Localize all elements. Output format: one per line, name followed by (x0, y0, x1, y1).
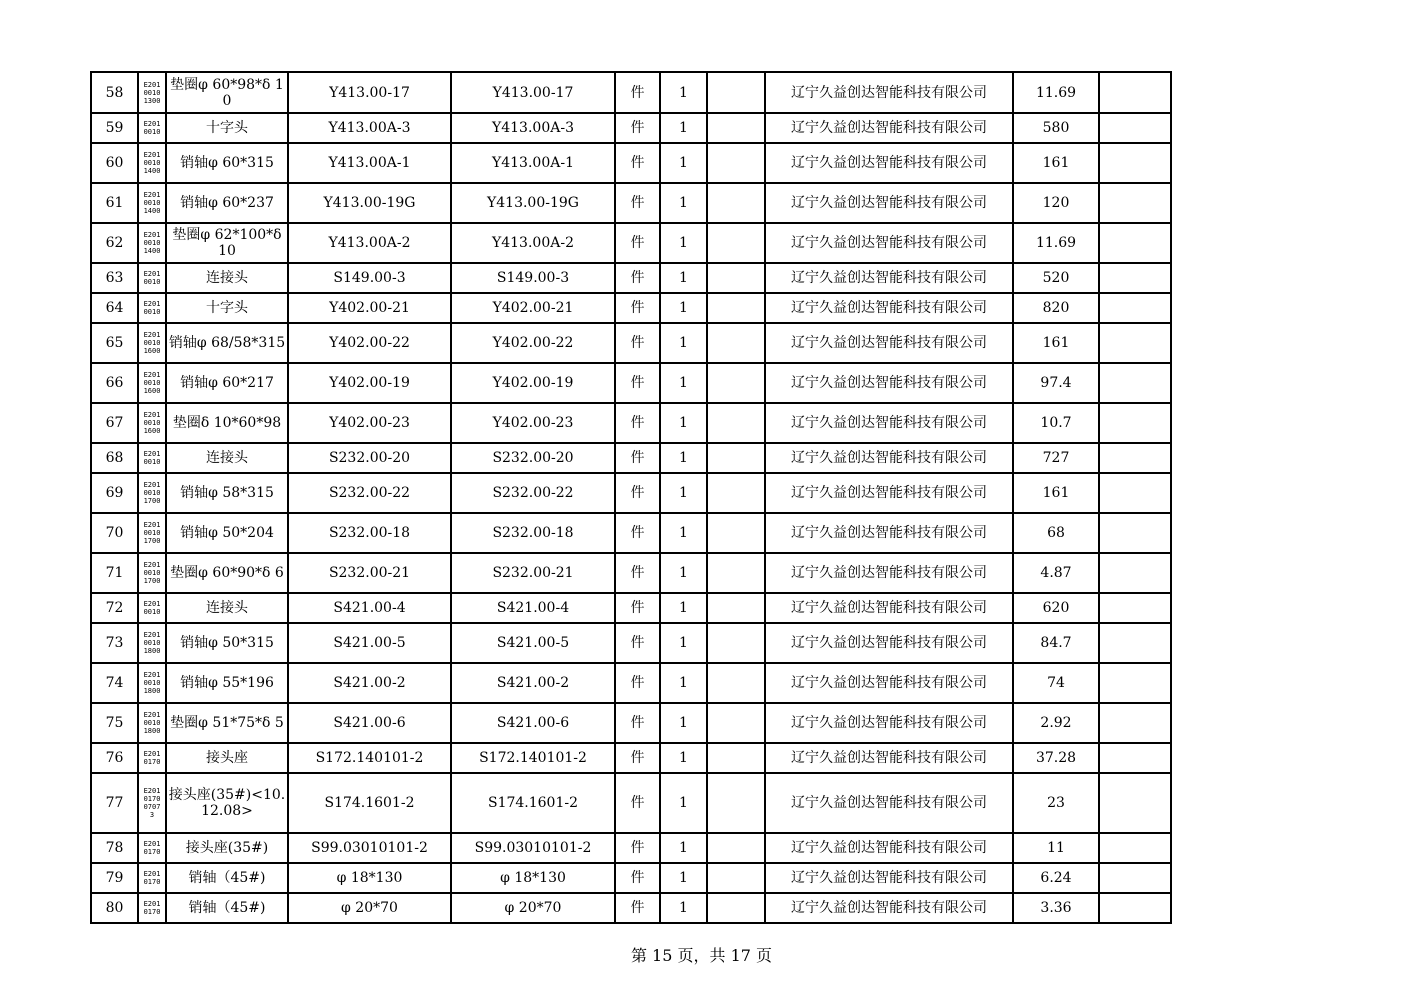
unit-price-cell: 727 (1013, 443, 1099, 473)
extra-cell-cell (1099, 263, 1171, 293)
drawing-number-cell: S232.00-22 (451, 473, 615, 513)
row-number-cell: 72 (91, 593, 138, 623)
supplier-cell: 辽宁久益创达智能科技有限公司 (765, 833, 1013, 863)
extra-cell-cell (1099, 363, 1171, 403)
part-code-cell: E201 0010 1700 (138, 473, 166, 513)
part-name-cell: 销轴φ 50*204 (166, 513, 288, 553)
extra-cell-cell (1099, 663, 1171, 703)
remark-cell (707, 773, 765, 833)
unit-price-cell: 11 (1013, 833, 1099, 863)
drawing-number-cell: S172.140101-2 (451, 743, 615, 773)
extra-cell-cell (1099, 293, 1171, 323)
part-name-cell: 垫圈δ 10*60*98 (166, 403, 288, 443)
unit-cell: 件 (615, 403, 660, 443)
spec-number-cell: S421.00-5 (288, 623, 451, 663)
unit-cell: 件 (615, 743, 660, 773)
table-row (91, 743, 1171, 773)
row-number-cell: 60 (91, 143, 138, 183)
unit-cell: 件 (615, 593, 660, 623)
supplier-cell: 辽宁久益创达智能科技有限公司 (765, 743, 1013, 773)
quantity-cell: 1 (660, 72, 707, 113)
unit-price-cell: 11.69 (1013, 223, 1099, 263)
quantity-cell: 1 (660, 293, 707, 323)
unit-price-cell: 68 (1013, 513, 1099, 553)
part-code-cell: E201 0010 (138, 113, 166, 143)
part-code-cell: E201 0010 1300 (138, 72, 166, 113)
quantity-cell: 1 (660, 743, 707, 773)
supplier-cell: 辽宁久益创达智能科技有限公司 (765, 593, 1013, 623)
unit-cell: 件 (615, 553, 660, 593)
quantity-cell: 1 (660, 553, 707, 593)
spec-number-cell: S421.00-4 (288, 593, 451, 623)
extra-cell-cell (1099, 773, 1171, 833)
part-name-cell: 销轴φ 55*196 (166, 663, 288, 703)
part-name-cell: 销轴φ 50*315 (166, 623, 288, 663)
quantity-cell: 1 (660, 113, 707, 143)
supplier-cell: 辽宁久益创达智能科技有限公司 (765, 113, 1013, 143)
unit-price-cell: 580 (1013, 113, 1099, 143)
unit-cell: 件 (615, 473, 660, 513)
extra-cell-cell (1099, 513, 1171, 553)
table-row (91, 773, 1171, 833)
row-number-cell: 73 (91, 623, 138, 663)
drawing-number-cell: Y402.00-19 (451, 363, 615, 403)
extra-cell-cell (1099, 113, 1171, 143)
unit-cell: 件 (615, 263, 660, 293)
table-row (91, 473, 1171, 513)
extra-cell-cell (1099, 863, 1171, 893)
remark-cell (707, 113, 765, 143)
spec-number-cell: S421.00-2 (288, 663, 451, 703)
quantity-cell: 1 (660, 323, 707, 363)
remark-cell (707, 593, 765, 623)
row-number-cell: 64 (91, 293, 138, 323)
table-row (91, 593, 1171, 623)
unit-price-cell: 4.87 (1013, 553, 1099, 593)
table-row (91, 323, 1171, 363)
drawing-number-cell: S174.1601-2 (451, 773, 615, 833)
unit-cell: 件 (615, 773, 660, 833)
spec-number-cell: Y413.00A-3 (288, 113, 451, 143)
supplier-cell: 辽宁久益创达智能科技有限公司 (765, 553, 1013, 593)
row-number-cell: 71 (91, 553, 138, 593)
table-body (91, 72, 1171, 923)
unit-cell: 件 (615, 623, 660, 663)
row-number-cell: 66 (91, 363, 138, 403)
quantity-cell: 1 (660, 593, 707, 623)
unit-price-cell: 97.4 (1013, 363, 1099, 403)
row-number-cell: 65 (91, 323, 138, 363)
unit-price-cell: 161 (1013, 323, 1099, 363)
unit-cell: 件 (615, 223, 660, 263)
quantity-cell: 1 (660, 893, 707, 923)
quantity-cell: 1 (660, 773, 707, 833)
remark-cell (707, 893, 765, 923)
unit-price-cell: 161 (1013, 473, 1099, 513)
table-row (91, 663, 1171, 703)
supplier-cell: 辽宁久益创达智能科技有限公司 (765, 72, 1013, 113)
row-number-cell: 80 (91, 893, 138, 923)
part-name-cell: 垫圈φ 51*75*δ 5 (166, 703, 288, 743)
unit-price-cell: 11.69 (1013, 72, 1099, 113)
part-name-cell: 垫圈φ 62*100*δ 10 (166, 223, 288, 263)
table-row (91, 623, 1171, 663)
part-code-cell: E201 0170 (138, 743, 166, 773)
extra-cell-cell (1099, 743, 1171, 773)
table-row (91, 263, 1171, 293)
part-code-cell: E201 0010 1800 (138, 623, 166, 663)
part-code-cell: E201 0170 0707 3 (138, 773, 166, 833)
quantity-cell: 1 (660, 663, 707, 703)
remark-cell (707, 293, 765, 323)
quantity-cell: 1 (660, 183, 707, 223)
part-name-cell: 销轴（45#) (166, 893, 288, 923)
quantity-cell: 1 (660, 403, 707, 443)
unit-price-cell: 84.7 (1013, 623, 1099, 663)
remark-cell (707, 833, 765, 863)
table-row (91, 403, 1171, 443)
unit-cell: 件 (615, 893, 660, 923)
quantity-cell: 1 (660, 143, 707, 183)
part-code-cell: E201 0010 (138, 293, 166, 323)
remark-cell (707, 863, 765, 893)
drawing-number-cell: S232.00-18 (451, 513, 615, 553)
drawing-number-cell: Y413.00A-3 (451, 113, 615, 143)
drawing-number-cell: Y402.00-22 (451, 323, 615, 363)
supplier-cell: 辽宁久益创达智能科技有限公司 (765, 893, 1013, 923)
unit-price-cell: 6.24 (1013, 863, 1099, 893)
remark-cell (707, 403, 765, 443)
part-code-cell: E201 0010 (138, 443, 166, 473)
remark-cell (707, 363, 765, 403)
quantity-cell: 1 (660, 443, 707, 473)
supplier-cell: 辽宁久益创达智能科技有限公司 (765, 443, 1013, 473)
part-code-cell: E201 0010 1600 (138, 403, 166, 443)
extra-cell-cell (1099, 833, 1171, 863)
part-name-cell: 十字头 (166, 113, 288, 143)
drawing-number-cell: Y413.00-17 (451, 72, 615, 113)
supplier-cell: 辽宁久益创达智能科技有限公司 (765, 773, 1013, 833)
row-number-cell: 79 (91, 863, 138, 893)
unit-cell: 件 (615, 363, 660, 403)
unit-price-cell: 23 (1013, 773, 1099, 833)
remark-cell (707, 223, 765, 263)
remark-cell (707, 183, 765, 223)
table-row (91, 513, 1171, 553)
extra-cell-cell (1099, 183, 1171, 223)
row-number-cell: 77 (91, 773, 138, 833)
unit-price-cell: 37.28 (1013, 743, 1099, 773)
part-name-cell: 接头座(35#)<10.12.08> (166, 773, 288, 833)
part-code-cell: E201 0010 1800 (138, 663, 166, 703)
extra-cell-cell (1099, 323, 1171, 363)
table-row (91, 363, 1171, 403)
part-code-cell: E201 0010 1400 (138, 143, 166, 183)
supplier-cell: 辽宁久益创达智能科技有限公司 (765, 623, 1013, 663)
table-row (91, 443, 1171, 473)
drawing-number-cell: S149.00-3 (451, 263, 615, 293)
supplier-cell: 辽宁久益创达智能科技有限公司 (765, 183, 1013, 223)
table-row (91, 183, 1171, 223)
remark-cell (707, 663, 765, 703)
drawing-number-cell: Y413.00-19G (451, 183, 615, 223)
part-code-cell: E201 0010 1700 (138, 513, 166, 553)
remark-cell (707, 143, 765, 183)
spec-number-cell: Y413.00-17 (288, 72, 451, 113)
table-row (91, 833, 1171, 863)
unit-price-cell: 520 (1013, 263, 1099, 293)
row-number-cell: 75 (91, 703, 138, 743)
extra-cell-cell (1099, 443, 1171, 473)
unit-cell: 件 (615, 663, 660, 703)
extra-cell-cell (1099, 893, 1171, 923)
extra-cell-cell (1099, 593, 1171, 623)
drawing-number-cell: S421.00-4 (451, 593, 615, 623)
part-name-cell: 销轴φ 60*237 (166, 183, 288, 223)
part-code-cell: E201 0010 1400 (138, 183, 166, 223)
drawing-number-cell: Y413.00A-1 (451, 143, 615, 183)
unit-cell: 件 (615, 443, 660, 473)
quantity-cell: 1 (660, 263, 707, 293)
unit-cell: 件 (615, 863, 660, 893)
extra-cell-cell (1099, 623, 1171, 663)
row-number-cell: 69 (91, 473, 138, 513)
part-code-cell: E201 0010 (138, 593, 166, 623)
spec-number-cell: S174.1601-2 (288, 773, 451, 833)
quantity-cell: 1 (660, 363, 707, 403)
table-row (91, 553, 1171, 593)
drawing-number-cell: Y402.00-21 (451, 293, 615, 323)
extra-cell-cell (1099, 403, 1171, 443)
row-number-cell: 62 (91, 223, 138, 263)
remark-cell (707, 703, 765, 743)
remark-cell (707, 443, 765, 473)
unit-price-cell: 74 (1013, 663, 1099, 703)
part-code-cell: E201 0010 1600 (138, 363, 166, 403)
spec-number-cell: Y413.00A-2 (288, 223, 451, 263)
extra-cell-cell (1099, 72, 1171, 113)
quantity-cell: 1 (660, 833, 707, 863)
part-name-cell: 销轴φ 68/58*315 (166, 323, 288, 363)
part-name-cell: 十字头 (166, 293, 288, 323)
spec-number-cell: Y413.00-19G (288, 183, 451, 223)
extra-cell-cell (1099, 223, 1171, 263)
table-row (91, 893, 1171, 923)
unit-cell: 件 (615, 833, 660, 863)
row-number-cell: 76 (91, 743, 138, 773)
drawing-number-cell: S421.00-2 (451, 663, 615, 703)
drawing-number-cell: S232.00-21 (451, 553, 615, 593)
supplier-cell: 辽宁久益创达智能科技有限公司 (765, 263, 1013, 293)
unit-price-cell: 2.92 (1013, 703, 1099, 743)
supplier-cell: 辽宁久益创达智能科技有限公司 (765, 363, 1013, 403)
spec-number-cell: Y402.00-19 (288, 363, 451, 403)
part-name-cell: 接头座(35#) (166, 833, 288, 863)
supplier-cell: 辽宁久益创达智能科技有限公司 (765, 323, 1013, 363)
row-number-cell: 68 (91, 443, 138, 473)
quantity-cell: 1 (660, 513, 707, 553)
supplier-cell: 辽宁久益创达智能科技有限公司 (765, 703, 1013, 743)
table-row (91, 72, 1171, 113)
supplier-cell: 辽宁久益创达智能科技有限公司 (765, 513, 1013, 553)
part-code-cell: E201 0010 1400 (138, 223, 166, 263)
row-number-cell: 70 (91, 513, 138, 553)
remark-cell (707, 623, 765, 663)
page-footer: 第 15 页，共 17 页 (630, 946, 773, 965)
unit-cell: 件 (615, 183, 660, 223)
part-name-cell: 接头座 (166, 743, 288, 773)
part-code-cell: E201 0010 (138, 263, 166, 293)
unit-cell: 件 (615, 143, 660, 183)
table-row (91, 703, 1171, 743)
quantity-cell: 1 (660, 223, 707, 263)
part-name-cell: 销轴（45#) (166, 863, 288, 893)
quantity-cell: 1 (660, 703, 707, 743)
part-name-cell: 销轴φ 60*217 (166, 363, 288, 403)
part-code-cell: E201 0010 1600 (138, 323, 166, 363)
part-code-cell: E201 0170 (138, 863, 166, 893)
spec-number-cell: Y402.00-22 (288, 323, 451, 363)
unit-price-cell: 620 (1013, 593, 1099, 623)
quantity-cell: 1 (660, 473, 707, 513)
remark-cell (707, 553, 765, 593)
supplier-cell: 辽宁久益创达智能科技有限公司 (765, 663, 1013, 703)
remark-cell (707, 263, 765, 293)
part-code-cell: E201 0170 (138, 833, 166, 863)
drawing-number-cell: φ 20*70 (451, 893, 615, 923)
extra-cell-cell (1099, 473, 1171, 513)
part-name-cell: 连接头 (166, 443, 288, 473)
spec-number-cell: φ 18*130 (288, 863, 451, 893)
remark-cell (707, 513, 765, 553)
extra-cell-cell (1099, 553, 1171, 593)
spec-number-cell: S232.00-22 (288, 473, 451, 513)
table-row (91, 113, 1171, 143)
parts-table (90, 71, 1172, 924)
drawing-number-cell: S421.00-6 (451, 703, 615, 743)
row-number-cell: 59 (91, 113, 138, 143)
drawing-number-cell: Y413.00A-2 (451, 223, 615, 263)
spec-number-cell: S172.140101-2 (288, 743, 451, 773)
row-number-cell: 67 (91, 403, 138, 443)
spec-number-cell: S232.00-18 (288, 513, 451, 553)
spec-number-cell: φ 20*70 (288, 893, 451, 923)
row-number-cell: 78 (91, 833, 138, 863)
unit-price-cell: 820 (1013, 293, 1099, 323)
part-code-cell: E201 0010 1700 (138, 553, 166, 593)
unit-cell: 件 (615, 703, 660, 743)
remark-cell (707, 743, 765, 773)
part-name-cell: 连接头 (166, 593, 288, 623)
drawing-number-cell: Y402.00-23 (451, 403, 615, 443)
table-row (91, 863, 1171, 893)
quantity-cell: 1 (660, 623, 707, 663)
unit-price-cell: 120 (1013, 183, 1099, 223)
quantity-cell: 1 (660, 863, 707, 893)
supplier-cell: 辽宁久益创达智能科技有限公司 (765, 863, 1013, 893)
supplier-cell: 辽宁久益创达智能科技有限公司 (765, 223, 1013, 263)
remark-cell (707, 323, 765, 363)
unit-price-cell: 10.7 (1013, 403, 1099, 443)
unit-cell: 件 (615, 323, 660, 363)
supplier-cell: 辽宁久益创达智能科技有限公司 (765, 143, 1013, 183)
spec-number-cell: Y402.00-21 (288, 293, 451, 323)
spec-number-cell: S149.00-3 (288, 263, 451, 293)
spec-number-cell: S99.03010101-2 (288, 833, 451, 863)
table-row (91, 293, 1171, 323)
row-number-cell: 63 (91, 263, 138, 293)
unit-price-cell: 3.36 (1013, 893, 1099, 923)
extra-cell-cell (1099, 143, 1171, 183)
part-code-cell: E201 0010 1800 (138, 703, 166, 743)
row-number-cell: 58 (91, 72, 138, 113)
drawing-number-cell: S99.03010101-2 (451, 833, 615, 863)
remark-cell (707, 473, 765, 513)
part-name-cell: 垫圈φ 60*98*δ 10 (166, 72, 288, 113)
spec-number-cell: S232.00-20 (288, 443, 451, 473)
spec-number-cell: S232.00-21 (288, 553, 451, 593)
spec-number-cell: Y402.00-23 (288, 403, 451, 443)
unit-cell: 件 (615, 113, 660, 143)
table-row (91, 143, 1171, 183)
part-name-cell: 销轴φ 60*315 (166, 143, 288, 183)
part-name-cell: 销轴φ 58*315 (166, 473, 288, 513)
row-number-cell: 74 (91, 663, 138, 703)
unit-cell: 件 (615, 293, 660, 323)
remark-cell (707, 72, 765, 113)
table-row (91, 223, 1171, 263)
spec-number-cell: Y413.00A-1 (288, 143, 451, 183)
part-name-cell: 垫圈φ 60*90*δ 6 (166, 553, 288, 593)
part-code-cell: E201 0170 (138, 893, 166, 923)
unit-cell: 件 (615, 513, 660, 553)
extra-cell-cell (1099, 703, 1171, 743)
unit-cell: 件 (615, 72, 660, 113)
supplier-cell: 辽宁久益创达智能科技有限公司 (765, 473, 1013, 513)
row-number-cell: 61 (91, 183, 138, 223)
supplier-cell: 辽宁久益创达智能科技有限公司 (765, 403, 1013, 443)
drawing-number-cell: S232.00-20 (451, 443, 615, 473)
part-name-cell: 连接头 (166, 263, 288, 293)
drawing-number-cell: φ 18*130 (451, 863, 615, 893)
spec-number-cell: S421.00-6 (288, 703, 451, 743)
unit-price-cell: 161 (1013, 143, 1099, 183)
drawing-number-cell: S421.00-5 (451, 623, 615, 663)
supplier-cell: 辽宁久益创达智能科技有限公司 (765, 293, 1013, 323)
